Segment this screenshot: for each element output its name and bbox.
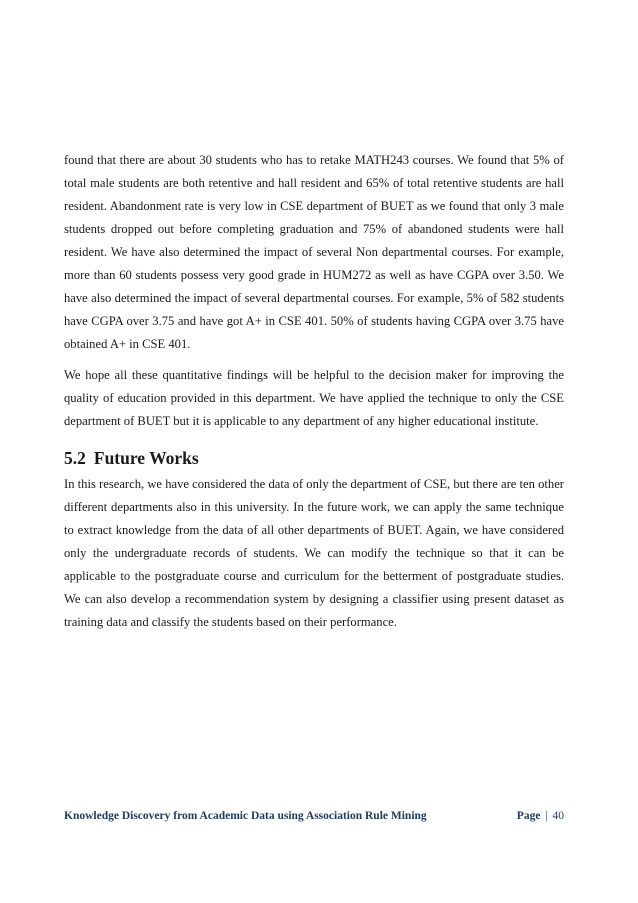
section-number: 5.2 [64, 448, 86, 468]
page-separator: | [545, 810, 548, 822]
footer-title: Knowledge Discovery from Academic Data using Association Rule Mining [64, 810, 427, 822]
page-number: 40 [552, 810, 564, 822]
page-label: Page [516, 810, 541, 822]
body-paragraph: We hope all these quantitative findings will be helpful to the decision maker for improving the quality of education provided in this department. We have applied the technique to only the CSE department of BUET but it is applicable to any department of any higher educational institute. [64, 368, 564, 428]
body-paragraph: found that there are about 30 students who has to retake MATH243 courses. We found that 5% of total male students are both retentive and hall resident and 65% of total retentive students are hall resident. Abandonment rate is very low in CSE department of BUET as we found that only 3 male students dropped out before completing graduation and 75% of abandoned students were hall resident. We have also determined the impact of several Non departmental courses. For example, more than 60 students possess very good grade in HUM272 as well as have CGPA over 3.50. We have also determined the impact of several departmental courses. For example, 5% of 582 students have CGPA over 3.75 and have got A+ in CSE 401. 50% of students having CGPA over 3.75 have obtained A+ in CSE 401. [64, 153, 564, 351]
page-footer [64, 810, 564, 822]
section-paragraph: In this research, we have considered the data of only the department of CSE, but there are ten other different departments also in this university. In the future work, we can apply the same technique to extract knowledge from the data of all other departments of BUET. Again, we have considered only the undergraduate records of students. We can modify the technique so that it can be applicable to the postgraduate course and curriculum for the betterment of postgraduate studies. We can also develop a recommendation system by designing a classifier using present dataset as training data and classify the students based on their performance. [64, 477, 564, 629]
section-title: Future Works [93, 448, 199, 468]
page-number-block [517, 810, 564, 822]
section-heading [64, 447, 564, 469]
page-body [64, 149, 564, 634]
